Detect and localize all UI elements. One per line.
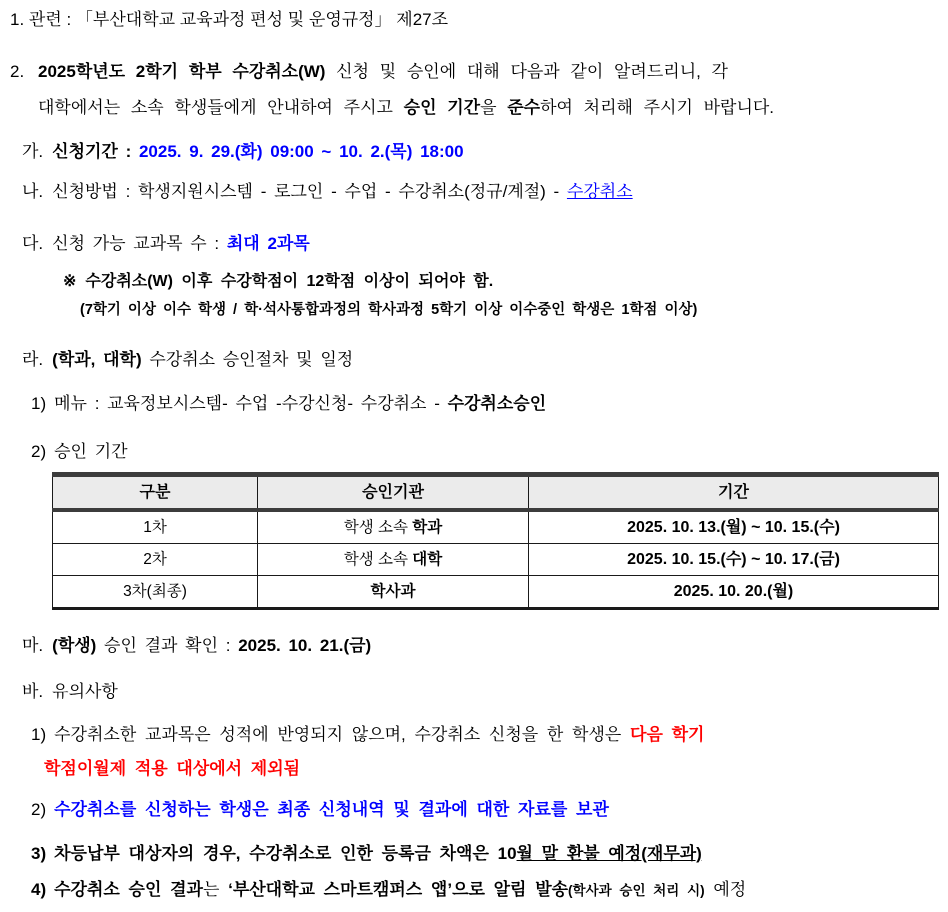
approval-period-emphasis: 승인 기간 — [403, 98, 481, 117]
credit-requirement-subnote-text: (7학기 이상 이수 학생 / 학·석사통합과정의 학사과정 5학기 이상 이수중인 학생은 1학점 이상) — [80, 302, 698, 318]
org-bold: 대학 — [412, 550, 443, 568]
approval-schedule-table-wrap — [52, 472, 936, 610]
item-number: 1) — [31, 725, 47, 744]
cell-round-1: 1차 — [53, 510, 258, 544]
course-cancel-link[interactable]: 수강취소 — [566, 182, 633, 201]
item-letter: 나. — [22, 182, 44, 201]
approval-schedule-table — [52, 472, 939, 610]
approval-period-heading — [31, 442, 936, 462]
cell-period-1: 2025. 10. 13.(월) ~ 10. 15.(수) — [529, 510, 939, 544]
table-row — [53, 576, 939, 609]
comply-emphasis: 준수 — [507, 98, 541, 117]
cell-round-3: 3차(최종) — [53, 576, 258, 609]
item-letter: 다. — [22, 234, 44, 253]
org-text: 학생 소속 — [343, 518, 413, 536]
cell-period-3: 2025. 10. 20.(월) — [529, 576, 939, 609]
caution-item-1 — [31, 718, 936, 786]
credit-requirement-text: 수강취소(W) 이후 수강학점이 12학점 이상이 되어야 함. — [85, 273, 494, 290]
cell-org-1 — [258, 510, 529, 544]
approval-menu-final: 수강취소승인 — [447, 394, 547, 413]
caution1-red-emphasis: 다음 학기 — [630, 725, 705, 744]
org-bold: 학사과 — [370, 582, 416, 600]
caution-item-2 — [31, 800, 936, 820]
colon: : — [117, 142, 139, 161]
table-row — [53, 510, 939, 544]
caution3-text: 차등납부 대상자의 경우, 수강취소로 인한 등록금 차액은 10 — [54, 844, 517, 863]
caution4-app-emphasis: ‘부산대학교 스마트캠퍼스 앱’으로 알림 발송 — [228, 880, 569, 899]
cautions-heading — [22, 682, 936, 702]
application-method-line — [22, 182, 936, 202]
item-number: 4) — [31, 880, 47, 899]
caution4-small-paren: (학사과 승인 처리 시) — [568, 883, 705, 898]
approval-procedure-heading — [22, 350, 936, 370]
student-result-check-line — [22, 636, 936, 656]
item-letter: 라. — [22, 350, 44, 369]
caution1-text: 수강취소한 교과목은 성적에 반영되지 않으며, 수강취소 신청을 한 학생은 — [54, 725, 631, 744]
item-letter: 마. — [22, 636, 44, 655]
application-method-text: 신청방법 : 학생지원시스템 - 로그인 - 수업 - 수강취소(정규/계절) - — [52, 182, 567, 201]
caution-item-4 — [31, 880, 936, 901]
approval-period-heading-text: 승인 기간 — [54, 442, 128, 461]
item-letter: 가. — [22, 142, 44, 161]
reference-mark: ※ — [63, 273, 77, 290]
credit-requirement-subnote — [80, 300, 936, 320]
cautions-heading-text: 유의사항 — [52, 682, 118, 701]
org-text: 학생 소속 — [343, 550, 413, 568]
application-period-line — [22, 142, 936, 162]
result-check-scope: (학생) — [52, 636, 97, 655]
caution1-red-emphasis-line2: 학점이월제 적용 대상에서 제외됨 — [44, 759, 301, 778]
procedure-text: 수강취소 승인절차 및 일정 — [141, 350, 354, 369]
application-period-label: 신청기간 — [52, 142, 118, 161]
summary-text-1: 신청 및 승인에 대해 다음과 같이 알려드리니, 각 — [325, 62, 728, 81]
cell-period-2: 2025. 10. 15.(수) ~ 10. 17.(금) — [529, 544, 939, 576]
header-period: 기간 — [529, 475, 939, 511]
procedure-scope: (학과, 대학) — [52, 350, 142, 369]
application-period-value: 2025. 9. 29.(화) 09:00 ~ 10. 2.(목) 18:00 — [138, 142, 464, 161]
header-approval-org: 승인기관 — [258, 475, 529, 511]
caution4-text-1: 는 — [202, 880, 229, 899]
caution4-text-2: 예정 — [704, 880, 747, 899]
item-number: 2. — [10, 62, 25, 81]
item-number: 2) — [31, 800, 47, 819]
cell-org-3 — [258, 576, 529, 609]
item-number: 1. — [10, 10, 25, 29]
summary-text-3: 을 — [480, 98, 508, 117]
credit-requirement-note — [63, 272, 936, 292]
item-letter: 바. — [22, 682, 44, 701]
approval-menu-path: 메뉴 : 교육정보시스템- 수업 -수강신청- 수강취소 - — [54, 394, 448, 413]
notice-summary — [10, 54, 936, 126]
related-regulation-text: 관련 : 「부산대학교 교육과정 편성 및 운영규정」 제27조 — [28, 10, 449, 29]
caution3-refund-underlined: 월 말 환불 예정(재무과) — [516, 844, 702, 863]
item-number: 3) — [31, 844, 47, 863]
max-courses-value: 최대 2과목 — [226, 234, 310, 253]
result-check-date: 2025. 10. 21.(금) — [238, 636, 372, 655]
max-courses-line — [22, 234, 936, 254]
cell-org-2 — [258, 544, 529, 576]
max-courses-text: 신청 가능 교과목 수 : — [52, 234, 227, 253]
approval-menu-line — [31, 394, 936, 414]
table-header-row — [53, 475, 939, 511]
header-round: 구분 — [53, 475, 258, 511]
summary-text-2: 대학에서는 소속 학생들에게 안내하여 주시고 — [38, 98, 404, 117]
org-bold: 학과 — [412, 518, 443, 536]
item-number: 1) — [31, 394, 47, 413]
item-number: 2) — [31, 442, 47, 461]
caution4-result-emphasis: 수강취소 승인 결과 — [54, 880, 203, 899]
caution-item-3 — [31, 844, 936, 864]
notice-document — [0, 10, 948, 912]
caution2-blue-emphasis: 수강취소를 신청하는 학생은 최종 신청내역 및 결과에 대한 자료를 보관 — [54, 800, 609, 819]
table-row — [53, 544, 939, 576]
result-check-text: 승인 결과 확인 : — [96, 636, 239, 655]
cell-round-2: 2차 — [53, 544, 258, 576]
related-regulation-line — [10, 10, 936, 30]
summary-text-4: 하여 처리해 주시기 바랍니다. — [540, 98, 775, 117]
notice-title: 2025학년도 2학기 학부 수강취소(W) — [38, 62, 326, 81]
